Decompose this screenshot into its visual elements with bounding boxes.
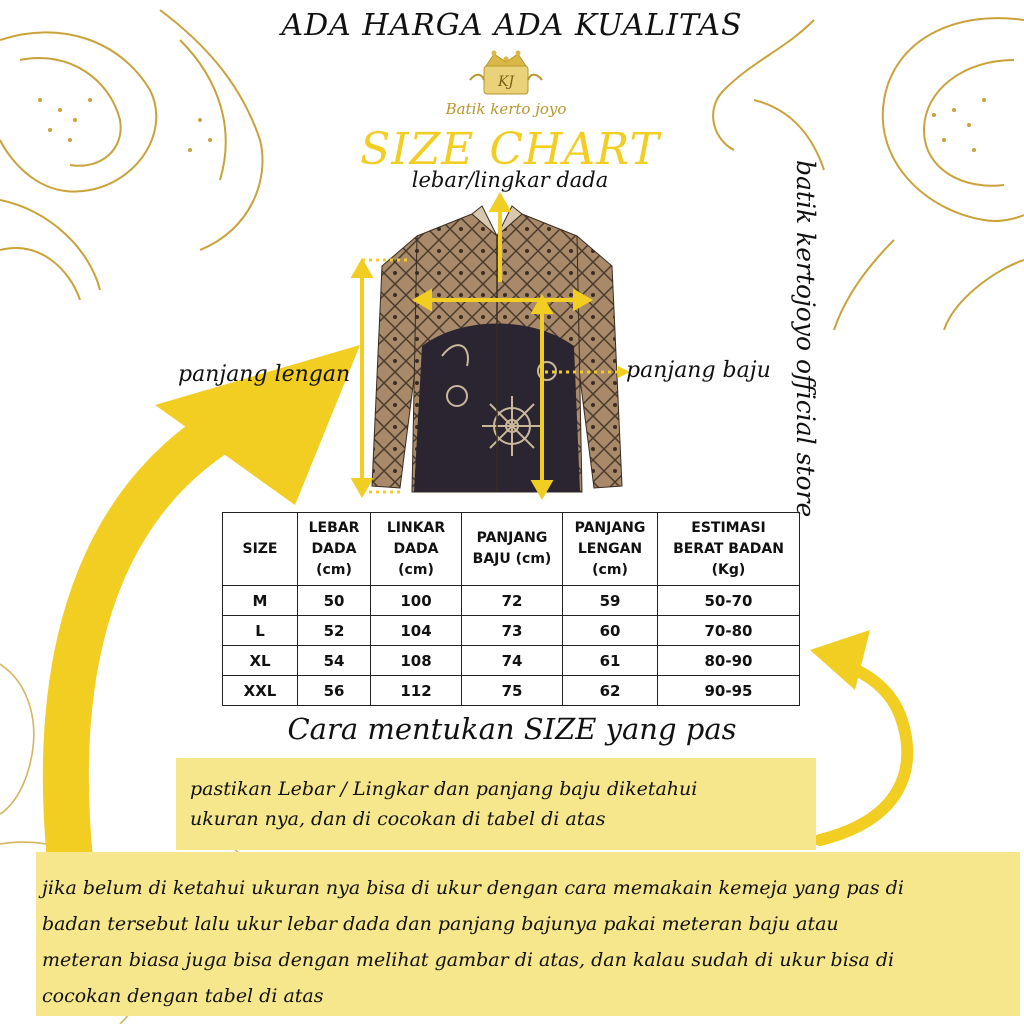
table-cell: 62 (563, 676, 658, 706)
table-row (223, 676, 800, 706)
instruction-text-2: jika belum di ketahui ukuran nya bisa di ukur dengan cara memakain kemeja yang pas di badan tersebut lalu ukur lebar dada dan panjang bajunya pakai meteran baju atau meteran biasa juga bisa dengan melihat gambar di atas, dan kalau sudah di ukur bisa di cocokan dengan tabel di atas (42, 877, 904, 1007)
instruction-text-1: pastikan Lebar / Lingkar dan panjang baju diketahui ukuran nya, dan di cocokan di tabel di atas (190, 778, 698, 830)
table-cell: 75 (462, 676, 563, 706)
table-cell: 50-70 (658, 586, 800, 616)
size-chart-title: SIZE CHART (360, 124, 660, 175)
table-cell: 100 (371, 586, 462, 616)
label-panjang-lengan: panjang lengan (178, 362, 351, 387)
table-cell: XL (223, 646, 298, 676)
table-cell: 60 (563, 616, 658, 646)
table-cell: 104 (371, 616, 462, 646)
table-cell: 90-95 (658, 676, 800, 706)
header-size: SIZE (223, 513, 298, 586)
table-cell: 70-80 (658, 616, 800, 646)
table-cell: M (223, 586, 298, 616)
instruction-box-2 (36, 852, 1020, 1016)
table-row (223, 646, 800, 676)
table-cell: 112 (371, 676, 462, 706)
table-cell: 61 (563, 646, 658, 676)
table-header-row (223, 513, 800, 586)
table-cell: XXL (223, 676, 298, 706)
floral-top-left-decoration (0, 0, 280, 300)
size-table (222, 512, 800, 706)
table-cell: 74 (462, 646, 563, 676)
table-row (223, 616, 800, 646)
header-estimasi-berat: ESTIMASI BERAT BADAN (Kg) (658, 513, 800, 586)
floral-top-right-decoration (694, 0, 1024, 330)
crown-logo-icon (466, 44, 546, 104)
header-panjang-baju: PANJANG BAJU (cm) (462, 513, 563, 586)
table-cell: 59 (563, 586, 658, 616)
table-row (223, 586, 800, 616)
table-cell: 56 (298, 676, 371, 706)
header-lebar-dada: LEBAR DADA (cm) (298, 513, 371, 586)
brand-name: Batik kerto joyo (445, 100, 567, 118)
table-cell: 108 (371, 646, 462, 676)
logo-monogram: KJ (497, 74, 515, 90)
table-cell: 73 (462, 616, 563, 646)
label-lebar-dada: lebar/lingkar dada (411, 168, 609, 192)
header-panjang-lengan: PANJANG LENGAN (cm) (563, 513, 658, 586)
table-cell: 80-90 (658, 646, 800, 676)
table-cell: L (223, 616, 298, 646)
table-cell: 54 (298, 646, 371, 676)
header-linkar-dada: LINKAR DADA (cm) (371, 513, 462, 586)
label-panjang-baju: panjang baju (626, 358, 771, 383)
table-cell: 52 (298, 616, 371, 646)
headline: ADA HARGA ADA KUALITAS (281, 8, 743, 43)
side-store-text-container (788, 160, 824, 518)
table-cell: 50 (298, 586, 371, 616)
instruction-box-1 (176, 758, 816, 850)
side-store-text: batik kertojoyo official store (791, 160, 820, 518)
measurement-arrows (350, 192, 650, 512)
howto-title: Cara mentukan SIZE yang pas (287, 712, 737, 746)
table-cell: 72 (462, 586, 563, 616)
